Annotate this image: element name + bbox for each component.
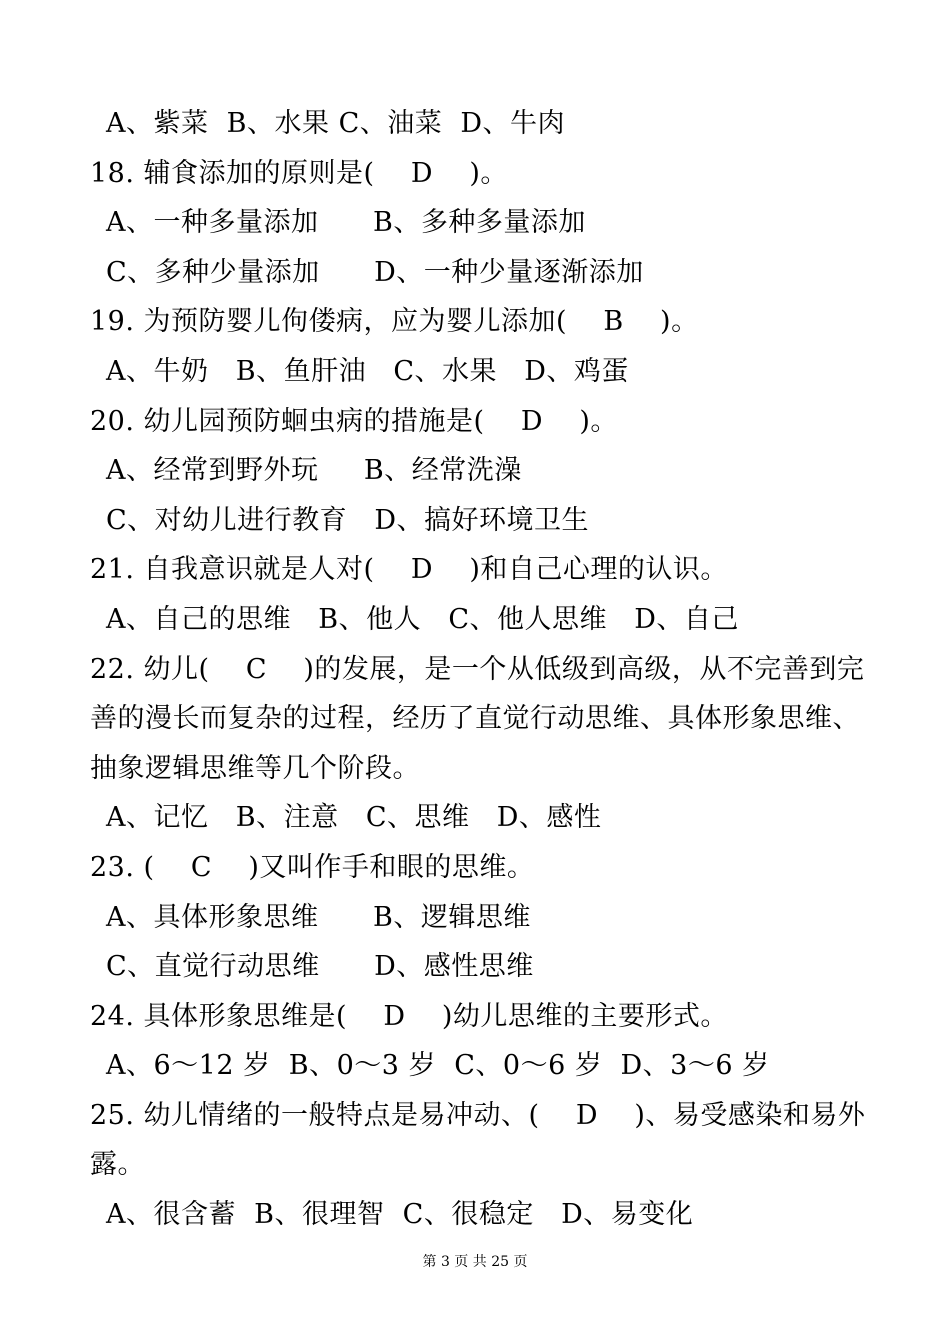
answer-options-line: A、自己的思维 B、他人 C、他人思维 D、自己 xyxy=(106,603,739,635)
question-line: 20. 幼儿园预防蛔虫病的措施是( D )。 xyxy=(90,405,618,437)
question-line: 善的漫长而复杂的过程，经历了直觉行动思维、具体形象思维、 xyxy=(90,703,860,735)
answer-options-line: A、记忆 B、注意 C、思维 D、感性 xyxy=(106,802,602,834)
page-footer: 第 3 页 共 25 页 xyxy=(422,1254,528,1270)
question-line: 18. 辅食添加的原则是( D )。 xyxy=(90,157,508,189)
answer-options-line: A、6～12 岁 B、0～3 岁 C、0～6 岁 D、3～6 岁 xyxy=(106,1050,770,1082)
question-line: 22. 幼儿( C )的发展，是一个从低级到高级，从不完善到完 xyxy=(90,653,865,685)
answer-options-line: A、一种多量添加 B、多种多量添加 xyxy=(106,207,586,239)
answer-options-line: A、具体形象思维 B、逻辑思维 xyxy=(106,901,531,933)
answer-options-line: C、直觉行动思维 D、感性思维 xyxy=(106,951,534,983)
question-line: 23. ( C )又叫作手和眼的思维。 xyxy=(90,851,535,883)
answer-options-line: A、牛奶 B、鱼肝油 C、水果 D、鸡蛋 xyxy=(106,355,629,387)
answer-options-line: A、紫菜 B、水果 C、油菜 D、牛肉 xyxy=(106,108,566,139)
answer-options-line: A、很含蓄 B、很理智 C、很稳定 D、易变化 xyxy=(106,1199,694,1231)
question-line: 21. 自我意识就是人对( D )和自己心理的认识。 xyxy=(90,554,728,586)
question-line: 19. 为预防婴儿佝偻病，应为婴儿添加( B )。 xyxy=(90,306,699,338)
question-line: 露。 xyxy=(90,1149,145,1181)
answer-options-line: A、经常到野外玩 B、经常洗澡 xyxy=(106,455,522,487)
answer-options-line: C、多种少量添加 D、一种少量逐渐添加 xyxy=(106,256,644,288)
question-line: 抽象逻辑思维等几个阶段。 xyxy=(90,752,420,784)
question-line: 25. 幼儿情绪的一般特点是易冲动、( D )、易受感染和易外 xyxy=(90,1099,866,1131)
page-content xyxy=(90,99,870,1240)
answer-options-line: C、对幼儿进行教育 D、搞好环境卫生 xyxy=(106,504,590,536)
question-line: 24. 具体形象思维是( D )幼儿思维的主要形式。 xyxy=(90,1000,728,1032)
